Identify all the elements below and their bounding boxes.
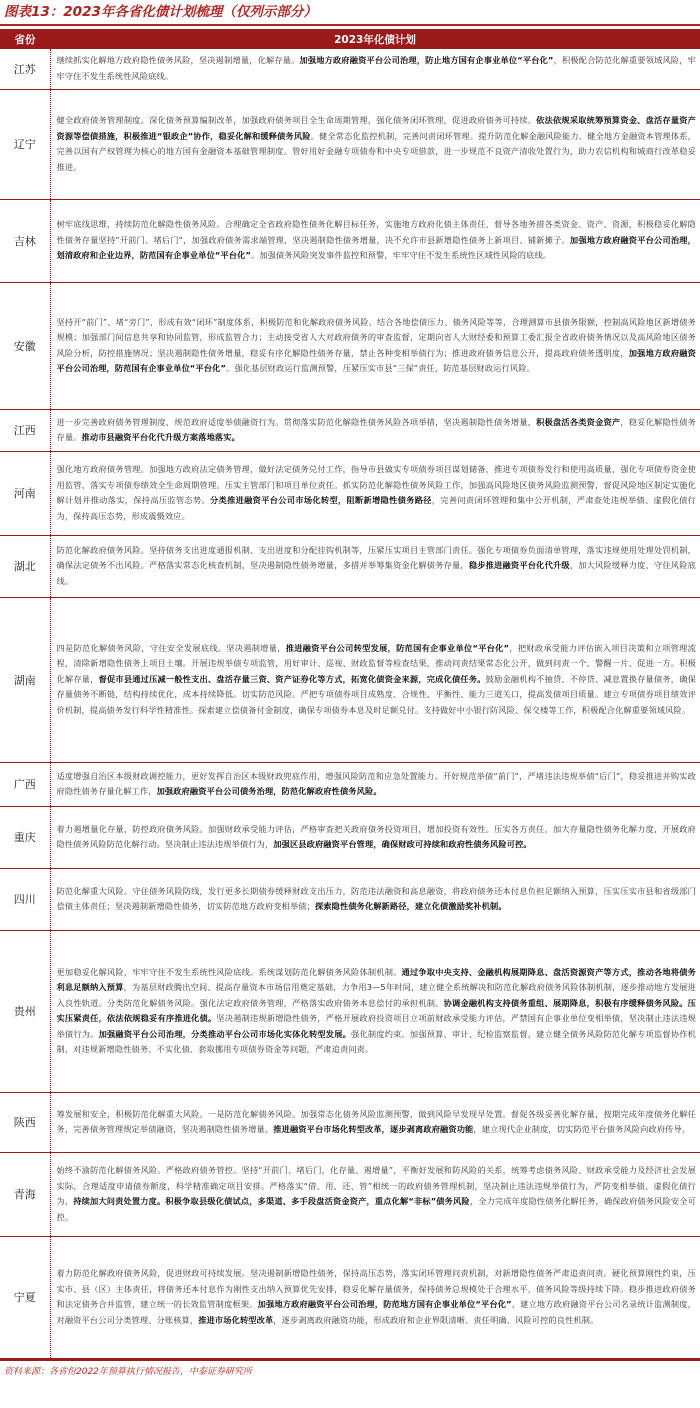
- plan-text: 坚持开“前门”、堵“旁门”，形成有效“闭环”制度体系，积极防范和化解政府债务风险。结合各地偿债压力、债务风险等等，合理测算市县债务限额，控制高风险地区新增债务规模；加强部门间信息共享和协同监管，形成监管合力；主动接受省人大对政府债务的审查监督，定期向省人大财经委和预算工委汇报全省政府债务情况以及高风险地区债务风险分析，防控措施情况；坚决遏制隐性债务增量，稳妥有序化解隐性债务存量，禁止各种变相举债行为；推进政府债务信息公开，提高政府债务透明度，: [56, 316, 696, 358]
- plan-text: 四是防范化解债务风险，守住安全发展底线。坚决遏制增量，: [56, 642, 286, 653]
- province-cell: 河南: [0, 451, 50, 535]
- plan-text: ，为基层财政腾出空间、提高存量资本市场信用奠定基础，力争用3—5年时间，建立健全系统解决和防范化解政府债务风险体制机制，逐步推动地方发展进入良性轨道。分类防范化解债务风险。强化法定政府债务管理，严格落实政府债务本息偿付的承担机制。: [56, 982, 696, 1008]
- table-row: [0, 409, 700, 451]
- province-cell: 江西: [0, 409, 50, 451]
- plan-text: 树牢底线思维，持续防范化解隐性债务风险。合理确定全省政府隐性债务化解目标任务，实施地方政府化债主体责任，督导各地务措各类资金、资产、资源，积极稳妥化解隐性债务存量坚持“开前门、堵后门”，加强政府债务需求端管理，坚决遏制隐性债务增量，决不允许市县新增隐性债务上新项目、铺新摊子。: [56, 219, 696, 245]
- province-cell: 贵州: [0, 930, 50, 1092]
- header-plan: 2023年化债计划: [50, 29, 700, 49]
- plan-text-bold: 稳步推进融资平台化代升级: [468, 560, 570, 571]
- table-row: [0, 451, 700, 535]
- table-row: [0, 868, 700, 930]
- plan-text: 。健全常态化监控机制，完善问责闭环管理。提升防范化解金融风险能力。健全地方金融资本管理体系，完善以国有产权管理为核心的地方国有金融资本基础管理制度。管好用好金融专项债券和中央专项借款，进一步规范不良资产清收处置行为，助力农信机构和城商行改革稳妥推进。: [56, 130, 696, 172]
- plan-text-bold: 积极盘活各类资金资产: [536, 416, 621, 427]
- plan-cell: [50, 535, 700, 597]
- plan-text-bold: 推进融资平台公司转型发展，防范国有企事业单位“平台化”: [285, 642, 510, 653]
- table-row: [0, 806, 700, 868]
- table-row: [0, 199, 700, 282]
- plan-cell: [50, 89, 700, 199]
- plan-text-bold: 推动市县融资平台化代升级方案落地落实。: [81, 432, 240, 442]
- province-cell: 湖南: [0, 597, 50, 762]
- plan-text-bold: 通过争取中央支持、金融机构展期降息、盘活资源资产等方式，推动各地将债务利息足额纳入预算: [56, 966, 696, 992]
- province-cell: 湖北: [0, 535, 50, 597]
- table-row: [0, 762, 700, 806]
- plan-cell: [50, 1152, 700, 1236]
- title-divider: [0, 24, 700, 26]
- province-cell: 安徽: [0, 282, 50, 409]
- province-cell: 江苏: [0, 49, 50, 89]
- table-row: [0, 49, 700, 89]
- plan-cell: [50, 762, 700, 806]
- table-body: [0, 49, 700, 1358]
- plan-text: 更加稳妥化解风险，牢牢守住不发生系统性风险底线。系统谋划防范化解债务风险体制机制。: [56, 966, 402, 977]
- header-province: 省份: [0, 29, 50, 49]
- plan-text-bold: 推进融资平台市场化转型改革，逐步剥离政府融资功能: [273, 1124, 474, 1134]
- table-row: [0, 535, 700, 597]
- plan-cell: [50, 1236, 700, 1358]
- plan-text-bold: 加强地方政府融资平台公司治理，划清政府和企业边界，防范国有企事业单位“平台化”: [56, 234, 696, 261]
- plan-cell: [50, 282, 700, 409]
- plan-text: 健全政府债务管理制度。深化债务预算编制改革，加强政府债务项目全生命周期管理，强化债务闭环管理，促进政府债务可持续。: [56, 115, 537, 125]
- plan-cell: [50, 49, 700, 89]
- province-cell: 吉林: [0, 199, 50, 282]
- plan-cell: [50, 1092, 700, 1152]
- plan-text: 。强化基层财政运行监测预警，压紧压实市县“三保”责任，防范基层财政运行风险。: [225, 363, 535, 373]
- province-cell: 广西: [0, 762, 50, 806]
- plan-text: 强化制度约束。加强预算、审计、纪检监察监督，建立健全债务风险防范化解专项监督协作机制，对违规新增隐性债务、不实化债、套取挪用专项债券资金等问题，严肃追责问责。: [56, 1028, 696, 1054]
- plan-text-bold: 协调金融机构支持债务重组、展期降息，积极有序缓释债务风险。压实压紧责任，依法依规稳妥有序推进化债。: [56, 997, 696, 1023]
- plan-text-bold: 加强地方政府融资平台公司治理，防范国有企事业单位“平台化”: [56, 347, 696, 373]
- plan-text: 着力遏增量化存量，防控政府债务风险。加强财政承受能力评估，严格审查把关政府债务投资项目，增加投资有效性。压实各方责任，加大存量隐性债务化解力度，开展政府隐性债务风险防范化解行动。坚决制止违法违规举债行为，: [56, 823, 696, 849]
- plan-text-bold: 探索隐性债务化解新路径，建立化债激励奖补机制。: [314, 901, 507, 911]
- chart-title: 图表13：2023年各省化债计划梳理（仅列示部分）: [4, 4, 317, 20]
- plan-text-bold: 加强地方政府融资平台公司治理，防止地方国有企事业单位“平台化”: [299, 55, 554, 66]
- province-cell: 四川: [0, 868, 50, 930]
- province-cell: 陕西: [0, 1092, 50, 1152]
- plan-text: 防范化解政府债务风险。坚持债务支出进度通报机制、支出进度和分配挂钩机制等，压紧压实项目主管部门责任。强化专项债券负面清单管理，落实违规使用处理处罚机制，确保法定债务不出风险。严格落实常态化核查机制，坚决遏制隐性债务增量，多措并举筹集资金化解债务存量，: [56, 544, 696, 571]
- plan-text: 防范化解重大风险。守住债务风险防线，发行更多长期债券缓释财政支出压力，防范违法融资和高息融资，将政府债务还本付息负担足额纳入预算，压实压实市县和省级部门偿债主体责任；坚决遏制新增隐性债务，切实防范地方政府变相举债；: [56, 885, 696, 911]
- plan-text: ，积极配合防范化解重要领域风险，牢牢守住不发生系统性风险底线。: [56, 55, 696, 81]
- plan-text-bold: 加强融资平台公司治理，分类推动平台公司市场化实体化转型发展。: [98, 1028, 352, 1039]
- plan-text-bold: 依法依规采取统筹预算资金、盘活存量资产资源等偿债措施，积极推进“银政企”协作，稳妥化解和缓释债务风险: [56, 115, 696, 141]
- plan-text: 强化地方政府债务管理。加强地方政府法定债务管理，做好法定债务兑付工作，指导市县做实专项债券项目谋划储备，推进专项债券发行和使用高质量，强化专项债券资金使用监管，落实专项债券绩效全生命周期管理。压实主管部门和项目单位责任。抓实防范化解隐性债务风险工作，加强高风险地区债务风险监测预警，督促风险地区制定实施化解计划并推动落实，保持高压监管态势。: [56, 464, 696, 505]
- plan-text: ，逐步剥离政府融资功能，形成政府和企业界限清晰、责任明确、风险可控的良性机制。: [273, 1314, 599, 1325]
- table-row: [0, 930, 700, 1092]
- plan-text-bold: 推进市场化转型改革: [198, 1314, 274, 1325]
- province-cell: 青海: [0, 1152, 50, 1236]
- plan-text-bold: 加强地方政府融资平台公司治理，防范地方国有企事业单位“平台化”: [257, 1299, 512, 1309]
- province-cell: 重庆: [0, 806, 50, 868]
- province-cell: 宁夏: [0, 1236, 50, 1358]
- plan-cell: [50, 597, 700, 762]
- table-row: [0, 597, 700, 762]
- table-row: [0, 282, 700, 409]
- table-row: [0, 1236, 700, 1358]
- plan-text: 适度增强自治区本级财政调控能力，更好发挥自治区本级财政兜底作用，增强风险防范和应急处置能力。开好规范举债“前门”，严堵违法违规举债“后门”，稳妥推进并购实政府隐性债务存量化解工作，: [56, 770, 696, 796]
- table-row: [0, 1152, 700, 1236]
- plan-cell: [50, 806, 700, 868]
- plan-text-bold: 加强政府融资平台公司债务治理，防范化解政府性债务风险。: [156, 786, 382, 796]
- plan-text-bold: 持续加大问责处置力度。积极争取县级化债试点，多渠道、多手段盘活资金资产，重点化解“非标”债务风险: [73, 1196, 470, 1206]
- plan-cell: [50, 930, 700, 1092]
- plan-text: 继续抓实化解地方政府隐性债务风险，坚决遏制增量，化解存量。: [56, 55, 300, 66]
- source-note: 资料来源：各省份2022年预算执行情况报告，中泰证券研究所: [0, 1359, 700, 1377]
- plan-text: ，加大风险缓释力度，守住风险底线。: [56, 560, 696, 586]
- plan-text: 着力防范化解政府债务风险，促进财政可持续发展。坚决遏制新增隐性债务，保持高压态势，落实闭环管理问责机制，对新增隐性债务严肃追责问责。硬化预算刚性约束，压实市、县（区）主体责任，将债务还本付息作为刚性支出纳入预算优先安排，稳妥化解存量债务，保持债务总规模处于合理水平，债务风险等级持续下降。稳步推进政府债务和法定债务合并监管，建立统一的长效监管制度框架。: [56, 1268, 696, 1309]
- plan-text: ，建立现代企业制度，切实防范平台债务风险向政府传导。: [473, 1124, 691, 1134]
- plan-text: 进一步完善政府债务管理制度，规范政府适度举债融资行为。贯彻落实防范化解隐性债务风险各项举措，坚决遏制隐性债务增量，: [56, 416, 537, 427]
- plan-text: 鼓励金融机构不抽贷、不停贷、减息置换存量债务，确保存量债务不断链，结构持续优化，成本持续降低。切实防范风险。严把专项债券项目成熟度、合规性、平衡性、能力三道关口，提高发债项目质量。建立专项债券项目绩效评价机制，提高债务发行科学性精准性。探索建立偿债备付金制度，确保专项债券本息及时足额兑付。支持做好中小银行防风险、保交楼等工作，积极配合化解重要领域风险。: [56, 673, 696, 715]
- plan-text: 坚决遏制违规新增隐性债务，严格开展政府投资项目立项前财政承受能力评估，严禁国有企事业单位变相举债，坚决制止违法违规举债行为。: [56, 1013, 696, 1039]
- province-cell: 辽宁: [0, 89, 50, 199]
- plan-text: ，建立地方政府融资平台公司名录统计监测制度，对融资平台公司分类管理、分账核算，: [56, 1299, 696, 1325]
- plan-text: ，全力完成年度隐性债务化解任务，确保政府债务风险安全可控。: [56, 1196, 696, 1222]
- plan-text: 。加强债务风险突发事件监控和预警，牢牢守住不发生系统性区域性风险的底线。: [251, 250, 552, 261]
- table-header-row: [0, 29, 700, 49]
- plan-text: 始终不渝防范化解债务风险。严格政府债务管控。坚持“开前门、堵后门，化存量、遏增量”，平衡好发展和防风险的关系，统筹考虑债务风险、财政承受能力及经济社会发展实际，合理适度申请债券额度，科学精准确定项目安排。严格落实“借、用、还、管”相统一的政府债务管理机制，坚决制止违法违规举债行为，严防变相举债、虚假化债行为，: [56, 1165, 696, 1206]
- plan-text: ，稳妥化解隐性债务存量。: [56, 416, 696, 442]
- plan-cell: [50, 451, 700, 535]
- plan-text: 筹发展和安全，积极防范化解重大风险。一是防范化解债务风险。加强常态化债务风险监测预警，做到风险早发现早处置。督促各级妥善化解存量，按期完成年度债务化解任务，完善债务管理规定举债融资，坚决遏制隐性债务增量。: [56, 1108, 696, 1134]
- table-row: [0, 89, 700, 199]
- plan-text-bold: 加强区县政府融资平台管理，确保财政可持续和政府性债务风险可控。: [273, 839, 532, 849]
- table-row: [0, 1092, 700, 1152]
- plan-cell: [50, 868, 700, 930]
- debt-plan-table: [0, 29, 700, 1359]
- plan-text: ，完善问责闭环管理和集中公开机制，严肃查处违规举债、虚假化债行为，保持高压态势，形成震慑效应。: [56, 495, 697, 521]
- plan-text: ，把财政承受能力评估嵌入项目决策和立项管理流程，清除新增隐性债务上项目土壤。开展违规举债专项监管，用好审计、巡视、财政监督等检查结果，推动问责结果常态化公开，做到问责一个、警醒一片、促进一方。积极化解存量，: [56, 642, 696, 684]
- plan-text-bold: 督促市县通过压减一般性支出、盘活存量三资、资产证券化等方式，拓宽化债资金来源，完成化债任务。: [98, 673, 486, 684]
- plan-cell: [50, 199, 700, 282]
- plan-text-bold: 分类推进融资平台公司市场化转型，阻断新增隐性债务路径: [210, 495, 432, 505]
- plan-cell: [50, 409, 700, 451]
